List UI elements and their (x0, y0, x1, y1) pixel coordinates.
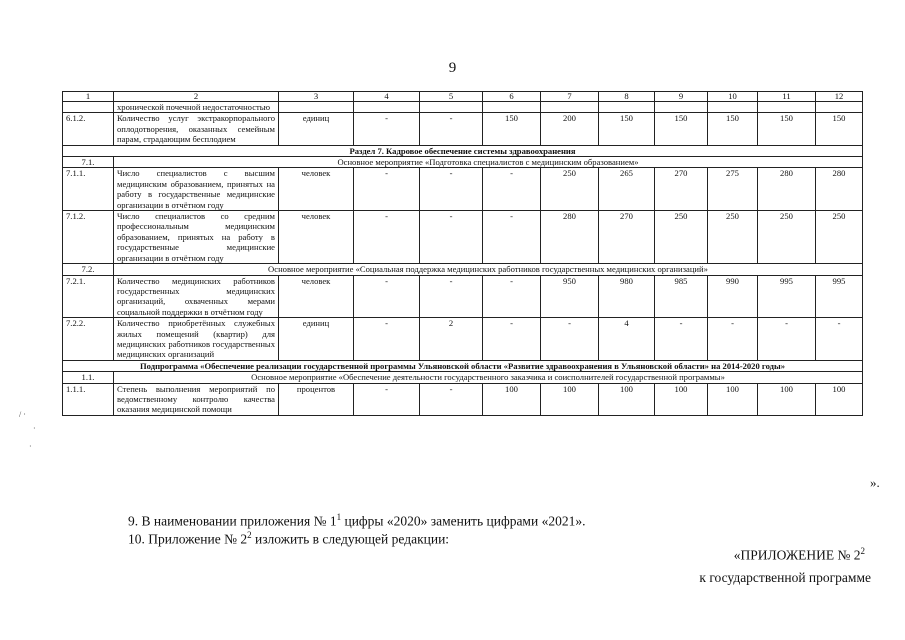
value-cell: 280 (758, 168, 816, 211)
column-number: 4 (354, 92, 420, 102)
value-cell: 100 (758, 383, 816, 415)
value-cell: 270 (599, 211, 655, 264)
event-title: Основное мероприятие «Социальная поддержка медицинских работников государственных медицинских организаций» (114, 264, 863, 275)
value-cell: - (354, 275, 420, 318)
table-row (63, 168, 863, 211)
event-title: Основное мероприятие «Обеспечение деятельности государственного заказчика и соисполнителей государственной программы» (114, 372, 863, 383)
value-cell: 995 (816, 275, 863, 318)
value-cell: - (483, 318, 541, 361)
indicator-name: Количество медицинских работников государственных медицинских организаций, охваченных мерами социальной поддержки в отчётном году (114, 275, 279, 318)
header-row (63, 92, 863, 102)
value-cell (708, 102, 758, 113)
value-cell (483, 102, 541, 113)
value-cell: 250 (758, 211, 816, 264)
unit-cell: человек (279, 211, 354, 264)
value-cell: - (483, 168, 541, 211)
value-cell: - (420, 211, 483, 264)
value-cell: 2 (420, 318, 483, 361)
row-number: 6.1.2. (63, 113, 114, 145)
unit-cell (279, 102, 354, 113)
table-row (63, 275, 863, 318)
table-row (63, 383, 863, 415)
value-cell: 150 (758, 113, 816, 145)
value-cell: 100 (655, 383, 708, 415)
row-number (63, 102, 114, 113)
value-cell: - (483, 275, 541, 318)
column-number: 10 (708, 92, 758, 102)
value-cell: 250 (655, 211, 708, 264)
paragraph-9-text: 9. В наименовании приложения № 1 (128, 513, 337, 529)
column-number: 7 (541, 92, 599, 102)
value-cell: - (816, 318, 863, 361)
indicators-table (62, 91, 863, 416)
column-number: 8 (599, 92, 655, 102)
value-cell: 995 (758, 275, 816, 318)
value-cell: - (420, 383, 483, 415)
value-cell: - (354, 113, 420, 145)
row-number: 7.1.1. (63, 168, 114, 211)
value-cell: 985 (655, 275, 708, 318)
paragraph-10-text-end: изложить в следующей редакции: (251, 531, 450, 547)
value-cell: - (483, 211, 541, 264)
indicator-name: Число специалистов со средним профессиональным медицинским образованием, принятых на работу в государственные медицинские организации в отчётном году (114, 211, 279, 264)
column-number: 6 (483, 92, 541, 102)
section-row (63, 360, 863, 371)
value-cell: 280 (541, 211, 599, 264)
page-number: 9 (448, 60, 457, 76)
value-cell (354, 102, 420, 113)
value-cell: - (758, 318, 816, 361)
column-number: 3 (279, 92, 354, 102)
event-number: 7.2. (63, 264, 114, 275)
scan-mark: / · (19, 410, 26, 419)
value-cell: 150 (708, 113, 758, 145)
unit-cell: единиц (279, 113, 354, 145)
appendix-title-text: «ПРИЛОЖЕНИЕ № 2 (733, 547, 861, 563)
value-cell: 280 (816, 168, 863, 211)
paragraph-10-sup: 2 (247, 530, 252, 540)
row-number: 7.1.2. (63, 211, 114, 264)
section-title: Раздел 7. Кадровое обеспечение системы здравоохранения (63, 145, 863, 156)
appendix-title (734, 546, 865, 564)
value-cell (816, 102, 863, 113)
value-cell: 980 (599, 275, 655, 318)
value-cell: - (420, 168, 483, 211)
event-row (63, 157, 863, 168)
value-cell: 275 (708, 168, 758, 211)
value-cell: 100 (483, 383, 541, 415)
value-cell: 990 (708, 275, 758, 318)
table-row (63, 102, 863, 113)
paragraph-10-text: 10. Приложение № 2 (128, 531, 248, 547)
value-cell: 250 (541, 168, 599, 211)
value-cell (541, 102, 599, 113)
column-number: 11 (758, 92, 816, 102)
paragraph-9-sup: 1 (336, 512, 342, 522)
column-number: 1 (63, 92, 114, 102)
table-row (63, 318, 863, 361)
scan-mark: · (33, 424, 36, 433)
value-cell: 100 (816, 383, 863, 415)
value-cell: - (354, 318, 420, 361)
value-cell: 150 (599, 113, 655, 145)
value-cell: 100 (599, 383, 655, 415)
event-row (63, 372, 863, 383)
value-cell: - (655, 318, 708, 361)
value-cell: 150 (816, 113, 863, 145)
value-cell: 100 (541, 383, 599, 415)
row-number: 7.2.1. (63, 275, 114, 318)
unit-cell: человек (279, 275, 354, 318)
value-cell: 4 (599, 318, 655, 361)
scan-mark: · (29, 442, 32, 451)
table-row (63, 113, 863, 145)
value-cell: 150 (483, 113, 541, 145)
value-cell: 250 (708, 211, 758, 264)
paragraph-9 (128, 512, 585, 530)
row-number: 7.2.2. (63, 318, 114, 361)
unit-cell: процентов (279, 383, 354, 415)
value-cell: 150 (655, 113, 708, 145)
indicator-name: Число специалистов с высшим медицинским образованием, принятых на работу в государственные медицинские организации в отчётном году (114, 168, 279, 211)
value-cell (420, 102, 483, 113)
paragraph-10 (128, 530, 449, 548)
unit-cell: человек (279, 168, 354, 211)
event-number: 1.1. (63, 372, 114, 383)
table-row (63, 211, 863, 264)
value-cell: - (354, 383, 420, 415)
indicator-name: Количество услуг экстракорпорального оплодотворения, оказанных семейным парам, страдающим бесплодием (114, 113, 279, 145)
value-cell: 100 (708, 383, 758, 415)
value-cell: 250 (816, 211, 863, 264)
value-cell: 200 (541, 113, 599, 145)
paragraph-9-text-end: цифры «2020» заменить цифрами «2021». (341, 513, 586, 529)
event-number: 7.1. (63, 157, 114, 168)
value-cell: - (354, 168, 420, 211)
section-title: Подпрограмма «Обеспечение реализации государственной программы Ульяновской области «Развитие здравоохранения в Ульяновской области» на 2014-2020 годы» (63, 360, 863, 371)
appendix-title-sup: 2 (860, 546, 865, 556)
value-cell: - (420, 275, 483, 318)
indicator-name: Степень выполнения мероприятий по ведомственному контролю качества оказания медицинской помощи (114, 383, 279, 415)
value-cell: 270 (655, 168, 708, 211)
value-cell (655, 102, 708, 113)
column-number: 2 (114, 92, 279, 102)
value-cell: 950 (541, 275, 599, 318)
value-cell (599, 102, 655, 113)
event-row (63, 264, 863, 275)
value-cell: - (541, 318, 599, 361)
value-cell: - (708, 318, 758, 361)
indicator-name: Количество приобретённых служебных жилых помещений (квартир) для медицинских работников государственных медицинских организаций (114, 318, 279, 361)
value-cell: 265 (599, 168, 655, 211)
column-number: 5 (420, 92, 483, 102)
column-number: 9 (655, 92, 708, 102)
row-number: 1.1.1. (63, 383, 114, 415)
value-cell: - (420, 113, 483, 145)
value-cell (758, 102, 816, 113)
indicator-name: хронической почечной недостаточностью (114, 102, 279, 113)
section-row (63, 145, 863, 156)
appendix-subtitle: к государственной программе (699, 570, 871, 585)
column-number: 12 (816, 92, 863, 102)
unit-cell: единиц (279, 318, 354, 361)
event-title: Основное мероприятие «Подготовка специалистов с медицинским образованием» (114, 157, 863, 168)
closing-quote: ». (870, 475, 880, 490)
value-cell: - (354, 211, 420, 264)
